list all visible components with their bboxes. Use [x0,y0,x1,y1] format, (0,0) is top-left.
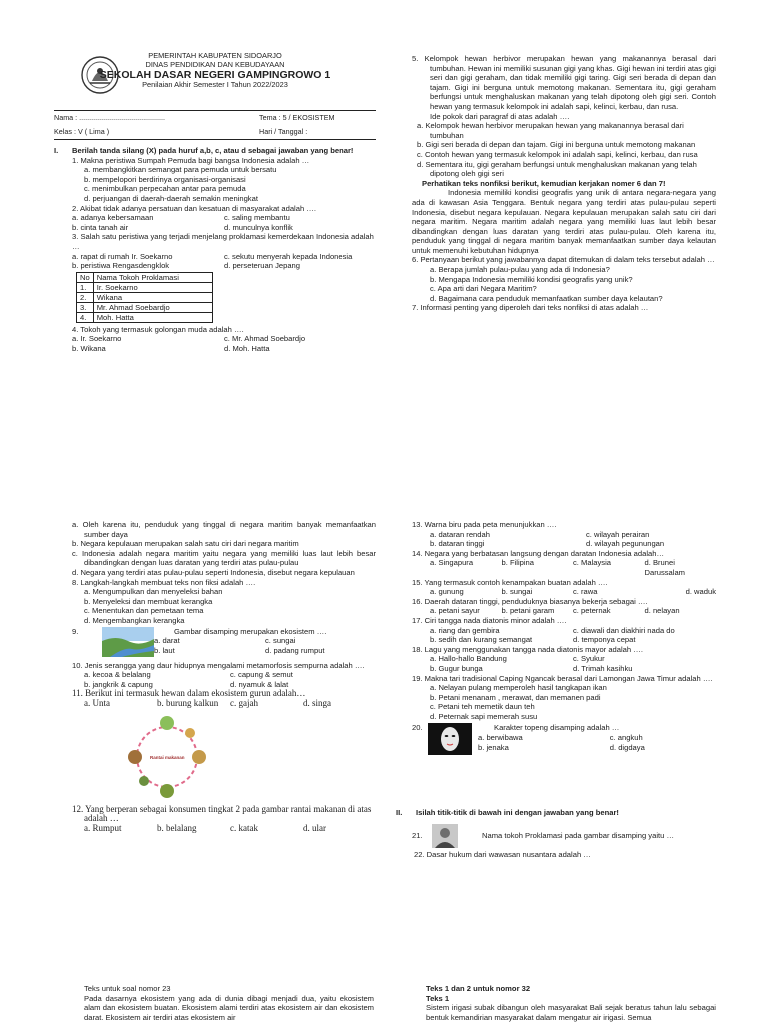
section-1-title: Berilah tanda silang (X) pada huruf a,b, c, atau d sebagai jawaban yang benar! [72,146,354,155]
question-3: 3. Salah satu peristiwa yang terjadi menjelang proklamasi kemerdekaan Indonesia adalah … [72,232,374,251]
question-2: 2. Akibat tidak adanya persatuan dan kesatuan di masyarakat adalah …. [72,203,317,213]
option-5c[interactable]: c. Contoh hewan yang termasuk kelompok ini adalah sapi, kelinci, kerbau, dan rusa [417,149,698,159]
option-7b[interactable]: b. Negara kepulauan merupakan salah satu ciri dari negara maritim [72,539,299,549]
option-16c[interactable]: c. peternak [573,606,611,616]
option-4b[interactable]: b. Wikana [72,343,106,353]
option-1a[interactable]: a. membangkitkan semangat para pemuda untuk bersatu [84,165,277,175]
section-1-number: I. [54,146,59,155]
question-15: 15. Yang termasuk contoh kenampakan buatan adalah …. [412,577,608,587]
question-7: 7. Informasi penting yang diperoleh dari teks nonfiksi di atas adalah … [412,303,649,313]
table-header-name: Nama Tokoh Proklamasi [93,272,212,282]
option-11a[interactable]: a. Unta [84,697,110,708]
question-11: 11. Berikut ini termasuk hewan dalam ekosistem gurun adalah… [72,688,306,699]
option-17c[interactable]: c. diawali dan diakhiri nada do [573,625,675,635]
right-column-page-1 [412,54,716,313]
question-12: 12. Yang berperan sebagai konsumen tingkat 2 pada gambar rantai makanan di atas adalah … [72,803,372,824]
option-19d[interactable]: d. Peternak sapi memerah susu [430,711,538,721]
section-2-title: Isilah titik-titik di bawah ini dengan jawaban yang benar! [416,808,619,817]
option-3a[interactable]: a. rapat di rumah Ir. Soekarno [72,251,173,261]
question-1: 1. Makna peristiwa Sumpah Pemuda bagi bangsa Indonesia adalah … [72,155,310,165]
right-column-page-2 [412,520,716,755]
table-cell: 4. [77,312,94,322]
text-32-title: Teks 1 dan 2 untuk nomor 32 [426,984,531,993]
exam-header [54,52,376,90]
table-cell: 2. [77,292,94,302]
option-4a[interactable]: a. Ir. Soekarno [72,334,122,344]
option-2c[interactable]: c. saling membantu [224,213,290,223]
option-5d[interactable]: d. Sementara itu, gigi geraham berfungsi untuk menghaluskan makanan yang telah dipotong oleh gigi seri [417,159,697,179]
option-14c[interactable]: c. Malaysia [573,558,611,568]
option-15c[interactable]: c. rawa [573,587,598,597]
question-9-number: 9. [72,626,79,636]
option-15a[interactable]: a. gunung [430,587,464,597]
option-2a[interactable]: a. adanya kebersamaan [72,213,154,223]
section-2-number: II. [396,808,403,817]
option-17a[interactable]: a. riang dan gembira [430,625,500,635]
option-12c[interactable]: c. katak [230,822,258,833]
left-column-page-1 [54,146,376,354]
option-9d[interactable]: d. padang rumput [265,645,325,655]
question-18: 18. Lagu yang menggunakan tangga nada diatonis mayor adalah …. [412,644,643,654]
table-row [77,312,213,322]
option-6b[interactable]: b. Mengapa Indonesia memiliki kondisi geografis yang unik? [430,274,633,284]
river-landscape-icon [102,627,154,657]
exam-page-2 [0,512,768,1024]
question-20-content [472,723,716,752]
option-13c[interactable]: c. wilayah perairan [586,529,650,539]
table-row [77,302,213,312]
option-3d[interactable]: d. perseteruan Jepang [224,261,300,271]
theme-field: Tema : 5 / EKOSISTEM [259,113,335,122]
option-15d[interactable]: d. waduk [685,587,716,597]
question-8: 8. Langkah-langkah membuat teks non fiksi adalah …. [72,577,256,587]
text-23-body: Pada dasarnya ekosistem yang ada di dunia dibagi menjadi dua, yaitu ekosistem alam dan ekosistem buatan. Ekosistem alami terdiri atas ekosistem air dan ekosistem darat. Ekosistem air terdiri atas ekosistem air [84,993,374,1022]
table-cell: Wikana [93,292,212,302]
question-9-content [154,627,376,656]
name-field[interactable]: Nama : ........................................... [54,113,166,122]
mask-topeng-icon [428,723,472,755]
section-1-heading [54,146,376,156]
option-1b[interactable]: b. mempelopori berdirinya organisasi-organisasi [84,174,246,184]
option-1d[interactable]: d. perjuangan di daerah-daerah semakin meningkat [84,193,258,203]
option-4d[interactable]: d. Moh. Hatta [224,343,270,353]
header-line-1: PEMERINTAH KABUPATEN SIDOARJO [148,51,282,60]
question-20-number: 20. [412,723,423,733]
text-32-body: Sistem irigasi subak dibangun oleh masyarakat Bali sejak beratus tahun lalu sebagai bentuk kemandirian masyarakat dalam mengatur air irigasi. Semua [426,1003,716,1022]
text-23-block [84,984,374,1022]
text-32-block [426,984,716,1022]
option-6d[interactable]: d. Bagaimana cara penduduk memanfaatkan sumber daya kelautan? [430,293,663,303]
question-9: Gambar disamping merupakan ekosistem …. [174,626,327,636]
option-11d[interactable]: d. singa [303,697,331,708]
question-20: Karakter topeng disamping adalah … [494,723,620,733]
option-20d[interactable]: d. digdaya [609,742,645,752]
option-17d[interactable]: d. temponya cepat [573,635,636,645]
option-8c[interactable]: c. Menentukan dan pemetaan tema [84,606,204,616]
option-10c[interactable]: c. capung & semut [230,670,293,680]
option-5a[interactable]: a. Kelompok hewan herbivor merupakan hewan yang makanannya berasal dari tumbuhan [417,121,684,140]
option-18a[interactable]: a. Hallo-hallo Bandung [430,654,507,664]
portrait-photo-icon [432,824,458,848]
option-11b[interactable]: b. burung kalkun [157,697,219,708]
option-2b[interactable]: b. cinta tanah air [72,222,129,232]
option-13d[interactable]: d. wilayah pegunungan [586,539,665,549]
question-21-block [412,824,716,860]
option-10a[interactable]: a. kecoa & belalang [84,670,151,680]
question-21-number: 21. [412,831,423,841]
question-4: 4. Tokoh yang termasuk golongan muda adalah …. [72,324,244,334]
option-14b[interactable]: b. Filipina [501,558,534,568]
option-19c[interactable]: c. Petani teh memetik daun teh [430,702,535,712]
proclamation-figures-table [76,272,213,323]
question-16: 16. Daerah dataran tinggi, penduduknya biasanya bekerja sebagai …. [412,596,648,606]
question-13: 13. Warna biru pada peta menunjukkan …. [412,520,557,529]
table-cell: Ir. Soekarno [93,282,212,292]
option-3c[interactable]: c. sekutu menyerah kepada Indonesia [224,251,353,261]
option-19b[interactable]: b. Petani menanam , merawat, dan memanen padi [430,692,601,702]
question-5-ask: Ide pokok dari paragraf di atas adalah …. [430,111,570,121]
food-chain-label: Rantai makanan [150,754,185,760]
question-5: 5. Kelompok hewan herbivor merupakan hewan yang makanannya berasal dari tumbuhan. Hewan ini memiliki susunan gigi yang khas. Gigi hewan ini terdiri atas gigi seri dan gigi geraham, dan tidak memiliki gigi taring. Gigi seri berada di depan dan tajam. Gigi ini berguna untuk memotong makanan. Sementara itu, gigi geraham berfungsi untuk menghaluskan makanan yang telah dipotong oleh gigi seri. Contoh hewan yang termasuk kelompok ini adalah sapi, kelinci, kerbau, dan rusa. [412,54,716,111]
option-12a[interactable]: a. Rumput [84,822,122,833]
option-14a[interactable]: a. Singapura [430,558,474,568]
table-cell: 1. [77,282,94,292]
option-14d[interactable]: d. Brunei Darussalam [644,558,686,577]
option-18d[interactable]: d. Trimah kasihku [573,663,633,673]
option-20c[interactable]: c. angkuh [609,733,643,743]
option-12d[interactable]: d. ular [303,822,326,833]
option-10b[interactable]: b. jangkrik & capung [84,679,153,689]
instruction-6-7: Perhatikan teks nonfiksi berikut, kemudian kerjakan nomer 6 dan 7! [422,178,666,188]
table-cell: 3. [77,302,94,312]
option-10d[interactable]: d. nyamuk & lalat [230,679,289,689]
date-field[interactable]: Hari / Tanggal : [259,127,308,136]
option-16d[interactable]: d. nelayan [644,606,680,616]
option-3b[interactable]: b. peristiwa Rengasdengklok [72,261,170,271]
option-18b[interactable]: b. Gugur bunga [430,663,483,673]
question-9-block [54,627,376,657]
table-header-no: No [77,272,94,282]
option-12b[interactable]: b. belalang [157,822,197,833]
question-19: 19. Makna tari tradisional Caping Ngancak berasal dari Lamongan Jawa Timur adalah …. [412,673,713,683]
question-21: Nama tokoh Proklamasi pada gambar disamping yaitu … [482,831,675,841]
option-1c[interactable]: c. menimbulkan perpecahan antar para pemuda [84,184,246,194]
option-16b[interactable]: b. petani garam [501,606,555,616]
option-8d[interactable]: d. Mengembangkan kerangka [84,615,185,625]
text-32-subtitle: Teks 1 [426,993,450,1003]
table-row [77,292,213,302]
text-23-title: Teks untuk soal nomor 23 [84,984,171,993]
header-line-2: DINAS PENDIDIKAN DAN KEBUDAYAAN [145,59,285,69]
exam-page-1 [0,0,768,480]
option-8a[interactable]: a. Mengumpulkan dan menyeleksi bahan [84,587,223,597]
left-column-page-2 [54,520,376,833]
exam-title: Penilaian Akhir Semester I Tahun 2022/2023 [142,80,288,90]
option-11c[interactable]: c. gajah [230,697,258,708]
option-9c[interactable]: c. sungai [265,636,296,646]
table-cell: Mr. Ahmad Soebardjo [93,302,212,312]
question-14: 14. Negara yang berbatasan langsung dengan daratan Indonesia adalah… [412,548,665,558]
question-22: 22. Dasar hukum dari wawasan nusantara adalah … [414,850,591,859]
table-header-row [77,272,213,282]
option-6a[interactable]: a. Berapa jumlah pulau-pulau yang ada di Indonesia? [430,265,610,275]
option-4c[interactable]: c. Mr. Ahmad Soebardjo [224,334,306,344]
class-field: Kelas : V ( Lima ) [54,127,110,136]
option-7d[interactable]: d. Negara yang terdiri atas pulau-pulau seperti Indonesia, disebut negara kepulauan [72,567,355,577]
table-cell: Moh. Hatta [93,312,212,322]
option-5b[interactable]: b. Gigi seri berada di depan dan tajam. Gigi ini berguna untuk memotong makanan [417,140,696,150]
option-19a[interactable]: a. Nelayan pulang memperoleh hasil tangkapan ikan [430,683,607,693]
option-20a[interactable]: a. berwibawa [478,733,523,743]
food-chain-figure [54,709,376,805]
section-2-heading [396,808,718,818]
nonfiction-passage: Indonesia memiliki kondisi geografis yang unik di antara negara-negara yang ada di kawasan Asia Tenggara. Bentuk negara yang terdiri atas pulau-pulau seperti Indonesia, disebut negara kepulauan. Negara kepulauan merupakan salah satu ciri dari negara maritim. Negara maritim adalah negara yang memiliki luas laut lebih besar dibandingkan dengan luas daratan yang terdiri atas pulau-pulau. Oleh karena itu, penduduk yang tinggal di negara maritim banyak memanfaatkan sumber daya kelautan untuk memenuhi kebutuhan hidupnya [412,188,716,255]
option-9a[interactable]: a. darat [154,636,180,646]
option-20b[interactable]: b. jenaka [478,742,509,752]
table-row [77,282,213,292]
option-7a[interactable]: a. Oleh karena itu, penduduk yang tinggal di negara maritim banyak memanfaatkan sumber daya [72,520,376,539]
student-identity [54,110,376,140]
option-17b[interactable]: b. sedih dan kurang semangat [430,635,533,645]
option-9b[interactable]: b. laut [154,645,175,655]
question-17: 17. Ciri tangga nada diatonis minor adalah …. [412,615,567,625]
school-name: SEKOLAH DASAR NEGERI GAMPINGROWO 1 [99,69,331,82]
option-8b[interactable]: b. Menyeleksi dan membuat kerangka [84,596,213,606]
question-6: 6. Pertanyaan berikut yang jawabannya dapat ditemukan di dalam teks tersebut adalah … [412,255,715,265]
option-18c[interactable]: c. Syukur [573,654,605,664]
option-16a[interactable]: a. petani sayur [430,606,480,616]
ecosystem-image [102,627,154,657]
question-10: 10. Jenis serangga yang daur hidupnya mengalami metamorfosis sempurna adalah …. [72,660,365,670]
option-15b[interactable]: b. sungai [501,587,533,597]
question-20-block [412,723,716,755]
option-7c[interactable]: c. Indonesia adalah negara maritim yaitu negara yang memiliki luas laut lebih besar dibandingkan dengan luas daratan yang terdiri atas pulau-pulau [72,548,376,568]
option-13b[interactable]: b. dataran tinggi [430,539,485,549]
option-13a[interactable]: a. dataran rendah [430,529,490,539]
option-6c[interactable]: c. Apa arti dari Negara Maritim? [430,284,537,294]
page-separator [0,480,768,512]
option-2d[interactable]: d. munculnya konflik [224,222,293,232]
